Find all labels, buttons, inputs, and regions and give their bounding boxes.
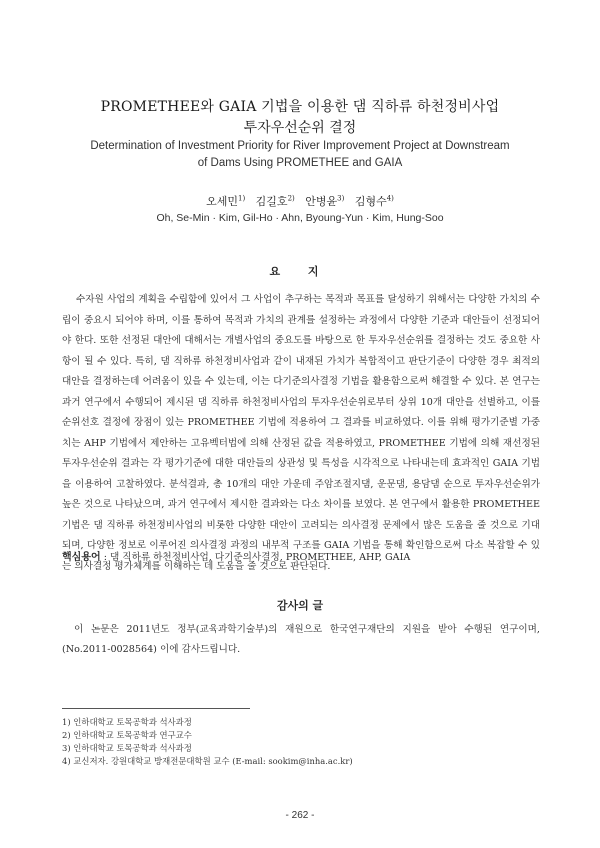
- korean-title-line-2: 투자우선순위 결정: [243, 120, 357, 136]
- acknowledgement-heading: 감사의 글: [276, 599, 324, 612]
- keywords-separator: :: [100, 552, 110, 563]
- author-2-sup: 2): [287, 194, 295, 203]
- keywords-label: 핵심용어: [62, 552, 101, 563]
- author-2-name: 김길호: [255, 195, 288, 208]
- abstract-body: [62, 290, 540, 577]
- abstract-heading: 요 지: [269, 265, 331, 278]
- author-3-sup: 3): [337, 194, 345, 203]
- author-1-name: 오세민: [206, 195, 238, 208]
- footnote-1: 1) 인하대학교 토목공학과 석사과정: [62, 717, 192, 727]
- footnotes: [62, 716, 542, 768]
- footnote-3: 3) 인하대학교 토목공학과 석사과정: [62, 743, 192, 753]
- author-3: [305, 195, 344, 208]
- keywords-text: 댐 직하류 하천정비사업, 다기준의사결정, PROMETHEE, AHP, GAIA: [109, 552, 411, 563]
- english-authors: Oh, Se-Min · Kim, Gil-Ho · Ahn, Byoung-Yun · Kim, Hung-Soo: [156, 212, 444, 224]
- acknowledgement-paragraph: 이 논문은 2011년도 정부(교육과학기술부)의 재원으로 한국연구재단의 지원을 받아 수행된 연구이며, (No.2011-0028564) 이에 감사드립니다.: [62, 624, 540, 655]
- author-2: [256, 195, 295, 208]
- korean-title-line-1: PROMETHEE와 GAIA 기법을 이용한 댐 직하류 하천정비사업: [100, 99, 500, 115]
- acknowledgement-body: [62, 620, 540, 660]
- english-title-line-2: of Dams Using PROMETHEE and GAIA: [197, 157, 403, 169]
- footnote-4: 4) 교신저자. 강원대학교 방재전문대학원 교수 (E-mail: sookim@inha.ac.kr): [62, 756, 353, 766]
- author-3-name: 안병윤: [305, 195, 338, 208]
- english-title-line-1: Determination of Investment Priority for River Improvement Project at Downstream: [90, 140, 510, 152]
- footnote-divider: [62, 708, 250, 709]
- author-1-sup: 1): [237, 194, 246, 203]
- korean-authors: [0, 193, 600, 209]
- author-1: [206, 195, 245, 208]
- abstract-paragraph: 수자원 사업의 계획을 수립함에 있어서 그 사업이 추구하는 목적과 목표를 달성하기 위해서는 다양한 가치의 수립이 중요시 되어야 하며, 이를 통하여 목적과 가치의 관계를 설정하는 과정에서 다양한 기준과 대안들이 선정되어야 한다. 또한 선정된 대안에 대해서는 개별사업의 중요도를 바탕으로 한 투자우선순위를 결정하는 것도 중요한 사항이 될 수 있다. 특히, 댐 직하류 하천정비사업과 같이 내재된 가치가 복합적이고 판단기준이 다양한 경우 최적의 대안을 결정하는데 어려움이 있을 수 있는데, 이는 다기준의사결정 기법을 활용함으로써 해결할 수 있다. 본 연구는 과거 연구에서 수행되어 제시된 댐 직하류 하천정비사업의 투자우선순위로부터 상위 10개 대안을 선별하고, 이를 순위선호 결정에 장점이 있는 PROMETHEE 기법에 적용하여 그 결과를 비교하였다. 이를 위해 평가기준별 가중치는 AHP 기법에서 제안하는 고유벡터법에 의해 산정된 값을 적용하였고, PROMETHEE 기법에 의해 재선정된 투자우선순위 결과는 각 평가기준에 대한 대안들의 상관성 및 특성을 시각적으로 나타내는데 효과적인 GAIA 기법을 이용하여 고찰하였다. 분석결과, 총 10개의 대안 가운데 주암조절지댐, 운문댐, 용담댐 순으로 투자우선순위가 높은 것으로 나타났으며, 과거 연구에서 제시한 결과와는 다소 차이를 보였다. 본 연구에서 활용한 PROMETHEE 기법은 댐 직하류 하천정비사업의 비롯한 다양한 대안이 고려되는 의사결정 문제에서 많은 도움을 줄 것으로 기대되며, 다양한 정보로 이루어진 의사결정 과정의 내부적 구조를 GAIA 기법을 통해 확인함으로써 다소 복잡할 수 있는 의사결정 평가체계를 이해하는 데 도움을 줄 것으로 판단된다.: [62, 294, 540, 572]
- footnote-2: 2) 인하대학교 토목공학과 연구교수: [62, 730, 192, 740]
- author-4: [355, 195, 394, 208]
- page-number: - 262 -: [285, 810, 315, 821]
- author-4-sup: 4): [386, 194, 394, 203]
- keywords: [62, 548, 540, 563]
- author-4-name: 김형수: [354, 195, 387, 208]
